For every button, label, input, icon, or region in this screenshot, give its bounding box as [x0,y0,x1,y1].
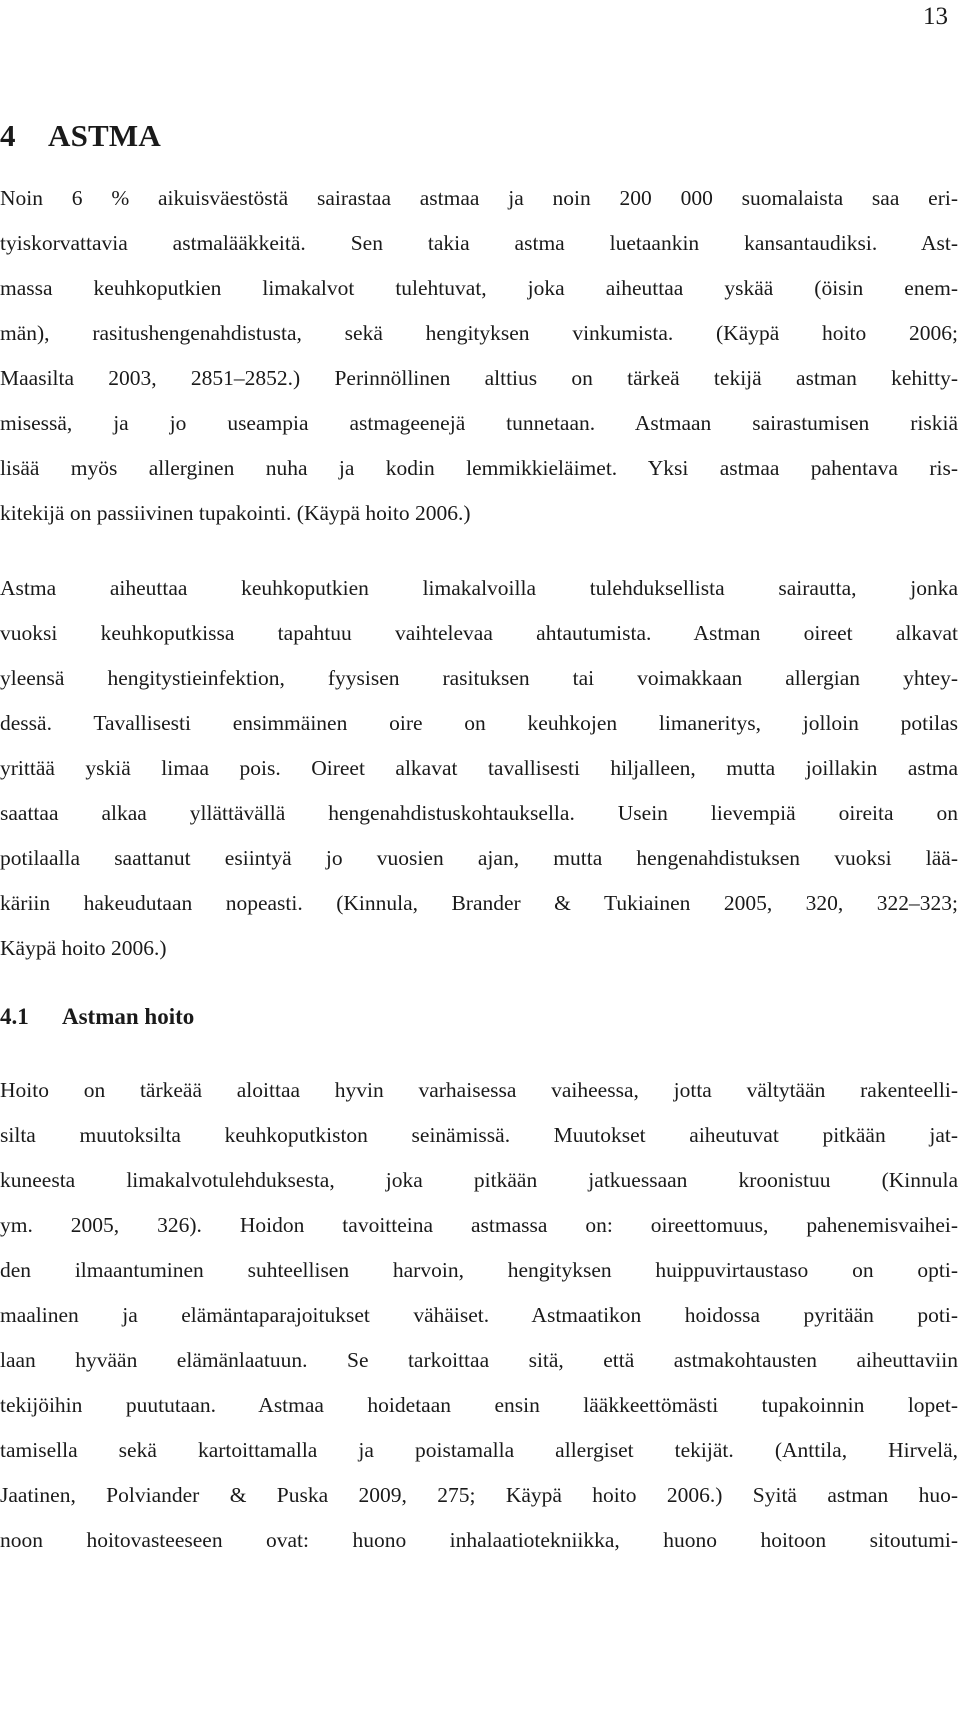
chapter-title: ASTMA [48,118,161,153]
text-line: laan hyvään elämänlaatuun. Se tarkoittaa sitä, että astmakohtausten aiheuttaviin [0,1348,958,1372]
text-line: tekijöihin puututaan. Astmaa hoidetaan ensin lääkkeettömästi tupakoinnin lopet- [0,1393,958,1417]
text-line: kuneesta limakalvotulehduksesta, joka pitkään jatkuessaan kroonistuu (Kinnula [0,1168,958,1192]
text-line: saattaa alkaa yllättävällä hengenahdistuskohtauksella. Usein lievempiä oireita on [0,801,958,825]
text-line: tyiskorvattavia astmalääkkeitä. Sen takia astma luetaankin kansantaudiksi. Ast- [0,231,958,255]
text-line: Jaatinen, Polviander & Puska 2009, 275; Käypä hoito 2006.) Syitä astman huo- [0,1483,958,1507]
text-line: ym. 2005, 326). Hoidon tavoitteina astmassa on: oireettomuus, pahenemisvaihei- [0,1213,958,1237]
text-line: lisää myös allerginen nuha ja kodin lemmikkieläimet. Yksi astmaa pahentava ris- [0,456,958,480]
text-line: potilaalla saattanut esiintyä jo vuosien ajan, mutta hengenahdistuksen vuoksi lää- [0,846,958,870]
text-line: män), rasitushengenahdistusta, sekä hengityksen vinkumista. (Käypä hoito 2006; [0,321,958,345]
text-line: yleensä hengitystieinfektion, fyysisen rasituksen tai voimakkaan allergian yhtey- [0,666,958,690]
text-line: den ilmaantuminen suhteellisen harvoin, hengityksen huippuvirtaustaso on opti- [0,1258,958,1282]
text-line: Noin 6 % aikuisväestöstä sairastaa astmaa ja noin 200 000 suomalaista saa eri- [0,186,958,210]
section-number: 4.1 [0,1004,29,1029]
text-line: yrittää yskiä limaa pois. Oireet alkavat tavallisesti hiljalleen, mutta joillakin astma [0,756,958,780]
section-title: Astman hoito [62,1004,195,1029]
page-number: 13 [923,3,948,30]
text-line: Maasilta 2003, 2851–2852.) Perinnöllinen alttius on tärkeä tekijä astman kehitty- [0,366,958,390]
text-line: Astma aiheuttaa keuhkoputkien limakalvoilla tulehduksellista sairautta, jonka [0,576,958,600]
text-line: tamisella sekä kartoittamalla ja poistamalla allergiset tekijät. (Anttila, Hirvelä, [0,1438,958,1462]
text-line: misessä, ja jo useampia astmageenejä tunnetaan. Astmaan sairastumisen riskiä [0,411,958,435]
text-line: vuoksi keuhkoputkissa tapahtuu vaihtelevaa ahtautumista. Astman oireet alkavat [0,621,958,645]
text-line: käriin hakeudutaan nopeasti. (Kinnula, Brander & Tukiainen 2005, 320, 322–323; [0,891,958,915]
text-line: maalinen ja elämäntaparajoitukset vähäiset. Astmaatikon hoidossa pyritään poti- [0,1303,958,1327]
text-line: dessä. Tavallisesti ensimmäinen oire on keuhkojen limaneritys, jolloin potilas [0,711,958,735]
section-heading [0,1004,194,1030]
text-line: kitekijä on passiivinen tupakointi. (Käypä hoito 2006.) [0,501,471,525]
chapter-number: 4 [0,118,16,153]
text-line: Käypä hoito 2006.) [0,936,167,960]
text-line: silta muutoksilta keuhkoputkiston seinämissä. Muutokset aiheutuvat pitkään jat- [0,1123,958,1147]
chapter-heading [0,118,161,154]
text-line: massa keuhkoputkien limakalvot tulehtuvat, joka aiheuttaa yskää (öisin enem- [0,276,958,300]
text-line: noon hoitovasteeseen ovat: huono inhalaatiotekniikka, huono hoitoon sitoutumi- [0,1528,958,1552]
text-line: Hoito on tärkeää aloittaa hyvin varhaisessa vaiheessa, jotta vältytään rakenteelli- [0,1078,958,1102]
